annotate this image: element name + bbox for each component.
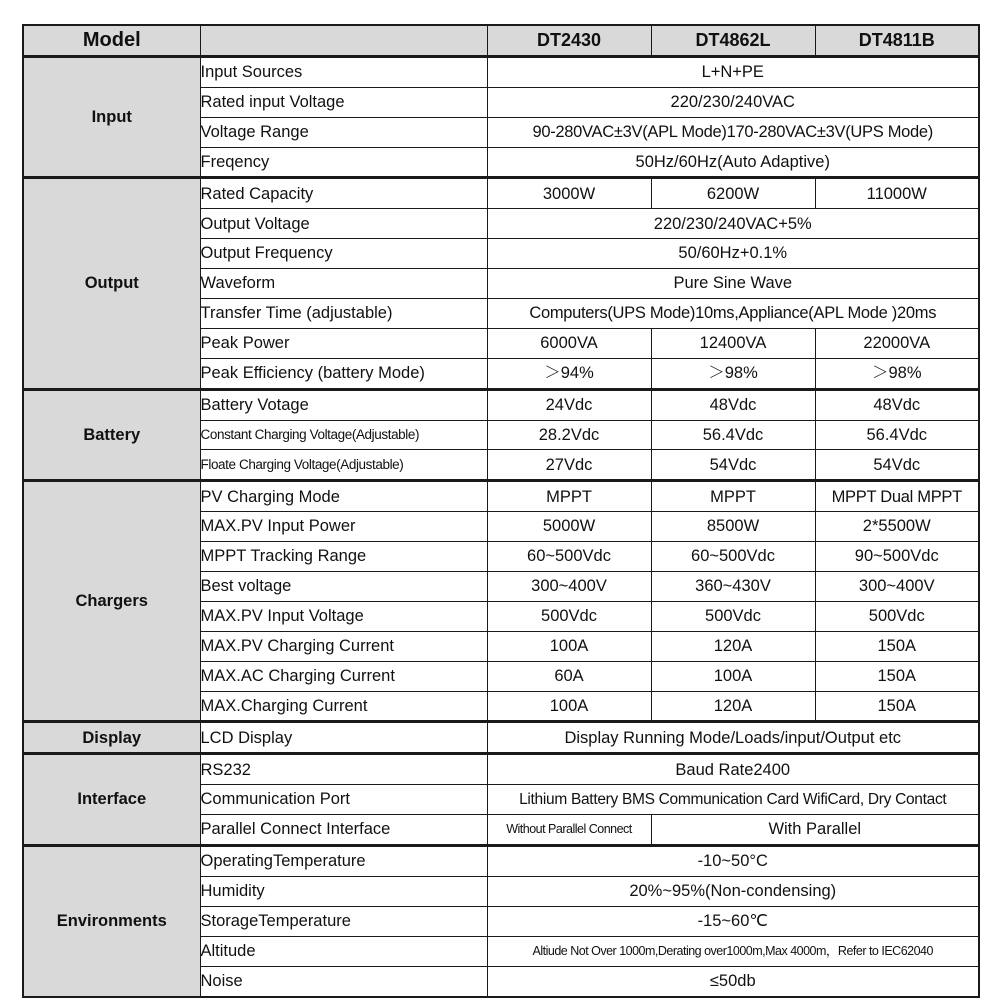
spec-value: 24Vdc: [487, 389, 651, 420]
spec-value: 11000W: [815, 178, 979, 209]
parameter-label: Peak Power: [200, 328, 487, 358]
spec-value: 8500W: [651, 512, 815, 542]
group-environments: Environments: [23, 846, 200, 997]
parameter-label: Peak Efficiency (battery Mode): [200, 358, 487, 389]
spec-value: Without Parallel Connect: [487, 815, 651, 846]
parameter-label: PV Charging Mode: [200, 481, 487, 512]
spec-value: Lithium Battery BMS Communication Card WifiCard, Dry Contact: [487, 785, 979, 815]
parameter-label: Constant Charging Voltage(Adjustable): [200, 420, 487, 450]
group-chargers: Chargers: [23, 481, 200, 722]
spec-value: 220/230/240VAC: [487, 87, 979, 117]
parameter-label: MPPT Tracking Range: [200, 542, 487, 572]
parameter-label: MAX.AC Charging Current: [200, 661, 487, 691]
parameter-label: MAX.PV Charging Current: [200, 631, 487, 661]
spec-value: 56.4Vdc: [651, 420, 815, 450]
parameter-label: RS232: [200, 754, 487, 785]
spec-value: 100A: [487, 631, 651, 661]
spec-value: 28.2Vdc: [487, 420, 651, 450]
model-column-header: DT2430: [487, 25, 651, 56]
spec-value: 300~400V: [815, 572, 979, 602]
spec-value: 120A: [651, 631, 815, 661]
model-column-header: DT4862L: [651, 25, 815, 56]
parameter-label: Output Voltage: [200, 209, 487, 239]
spec-value: 60~500Vdc: [651, 542, 815, 572]
spec-value: -10~50°C: [487, 846, 979, 877]
group-battery: Battery: [23, 389, 200, 481]
parameter-label: Floate Charging Voltage(Adjustable): [200, 450, 487, 481]
group-output: Output: [23, 178, 200, 389]
spec-value: 60~500Vdc: [487, 542, 651, 572]
spec-value: 60A: [487, 661, 651, 691]
group-interface: Interface: [23, 754, 200, 846]
parameter-label: Communication Port: [200, 785, 487, 815]
parameter-label: Output Frequency: [200, 239, 487, 269]
parameter-label: Altitude: [200, 936, 487, 966]
spec-value: 27Vdc: [487, 450, 651, 481]
spec-value: 90-280VAC±3V(APL Mode)170-280VAC±3V(UPS Mode): [487, 117, 979, 147]
table-row: [23, 481, 979, 512]
spec-value: 20%~95%(Non-condensing): [487, 876, 979, 906]
spec-value: 220/230/240VAC+5%: [487, 209, 979, 239]
model-header: Model: [23, 25, 200, 56]
spec-value: 100A: [487, 691, 651, 722]
spec-value: Pure Sine Wave: [487, 269, 979, 299]
spec-value: 90~500Vdc: [815, 542, 979, 572]
parameter-label: Waveform: [200, 269, 487, 299]
table-row: [23, 56, 979, 87]
spec-value: 500Vdc: [487, 601, 651, 631]
group-input: Input: [23, 56, 200, 178]
parameter-label: Rated input Voltage: [200, 87, 487, 117]
parameter-label: Transfer Time (adjustable): [200, 299, 487, 329]
table-row: [23, 846, 979, 877]
parameter-label: MAX.Charging Current: [200, 691, 487, 722]
spec-value: 54Vdc: [651, 450, 815, 481]
spec-value: MPPT Dual MPPT: [815, 481, 979, 512]
parameter-label: LCD Display: [200, 722, 487, 754]
parameter-label: StorageTemperature: [200, 906, 487, 936]
table-row: [23, 389, 979, 420]
spec-value: 50/60Hz+0.1%: [487, 239, 979, 269]
parameter-label: Battery Votage: [200, 389, 487, 420]
spec-value: 48Vdc: [651, 389, 815, 420]
spec-value: 2*5500W: [815, 512, 979, 542]
spec-value: 48Vdc: [815, 389, 979, 420]
spec-value: Baud Rate2400: [487, 754, 979, 785]
parameter-label: Rated Capacity: [200, 178, 487, 209]
parameter-label: Parallel Connect Interface: [200, 815, 487, 846]
spec-value: ＞94%: [487, 358, 651, 389]
header-row: [23, 25, 979, 56]
spec-value: ＞98%: [815, 358, 979, 389]
spec-value: 12400VA: [651, 328, 815, 358]
parameter-label: Humidity: [200, 876, 487, 906]
parameter-label: Voltage Range: [200, 117, 487, 147]
spec-value: L+N+PE: [487, 56, 979, 87]
parameter-label: Input Sources: [200, 56, 487, 87]
spec-value: MPPT: [651, 481, 815, 512]
spec-value: 22000VA: [815, 328, 979, 358]
spec-value: ＞98%: [651, 358, 815, 389]
spec-value: 150A: [815, 661, 979, 691]
spec-value: Computers(UPS Mode)10ms,Appliance(APL Mode )20ms: [487, 299, 979, 329]
spec-value: 54Vdc: [815, 450, 979, 481]
parameter-label: MAX.PV Input Voltage: [200, 601, 487, 631]
spec-value: 50Hz/60Hz(Auto Adaptive): [487, 147, 979, 178]
parameter-label: OperatingTemperature: [200, 846, 487, 877]
spec-value: 6200W: [651, 178, 815, 209]
spec-value: 150A: [815, 691, 979, 722]
spec-value: 5000W: [487, 512, 651, 542]
group-display: Display: [23, 722, 200, 754]
table-row: [23, 754, 979, 785]
spec-value: ≤50db: [487, 966, 979, 996]
spec-value: 150A: [815, 631, 979, 661]
spec-value: 56.4Vdc: [815, 420, 979, 450]
table-row: [23, 178, 979, 209]
spec-value: Display Running Mode/Loads/input/Output etc: [487, 722, 979, 754]
spec-value: 6000VA: [487, 328, 651, 358]
spec-value: 120A: [651, 691, 815, 722]
spec-value: 3000W: [487, 178, 651, 209]
spec-value: -15~60℃: [487, 906, 979, 936]
spec-value: Altiude Not Over 1000m,Derating over1000m,Max 4000m，Refer to IEC62040: [487, 936, 979, 966]
parameter-label: Noise: [200, 966, 487, 996]
parameter-label: MAX.PV Input Power: [200, 512, 487, 542]
spec-value: 500Vdc: [815, 601, 979, 631]
spec-value: MPPT: [487, 481, 651, 512]
spec-value: 360~430V: [651, 572, 815, 602]
parameter-label: Freqency: [200, 147, 487, 178]
spec-table: [22, 24, 980, 998]
spec-value: 500Vdc: [651, 601, 815, 631]
model-column-header: DT4811B: [815, 25, 979, 56]
table-row: [23, 722, 979, 754]
parameter-header: [200, 25, 487, 56]
spec-value: 100A: [651, 661, 815, 691]
parameter-label: Best voltage: [200, 572, 487, 602]
spec-value: With Parallel: [651, 815, 979, 846]
spec-value: 300~400V: [487, 572, 651, 602]
